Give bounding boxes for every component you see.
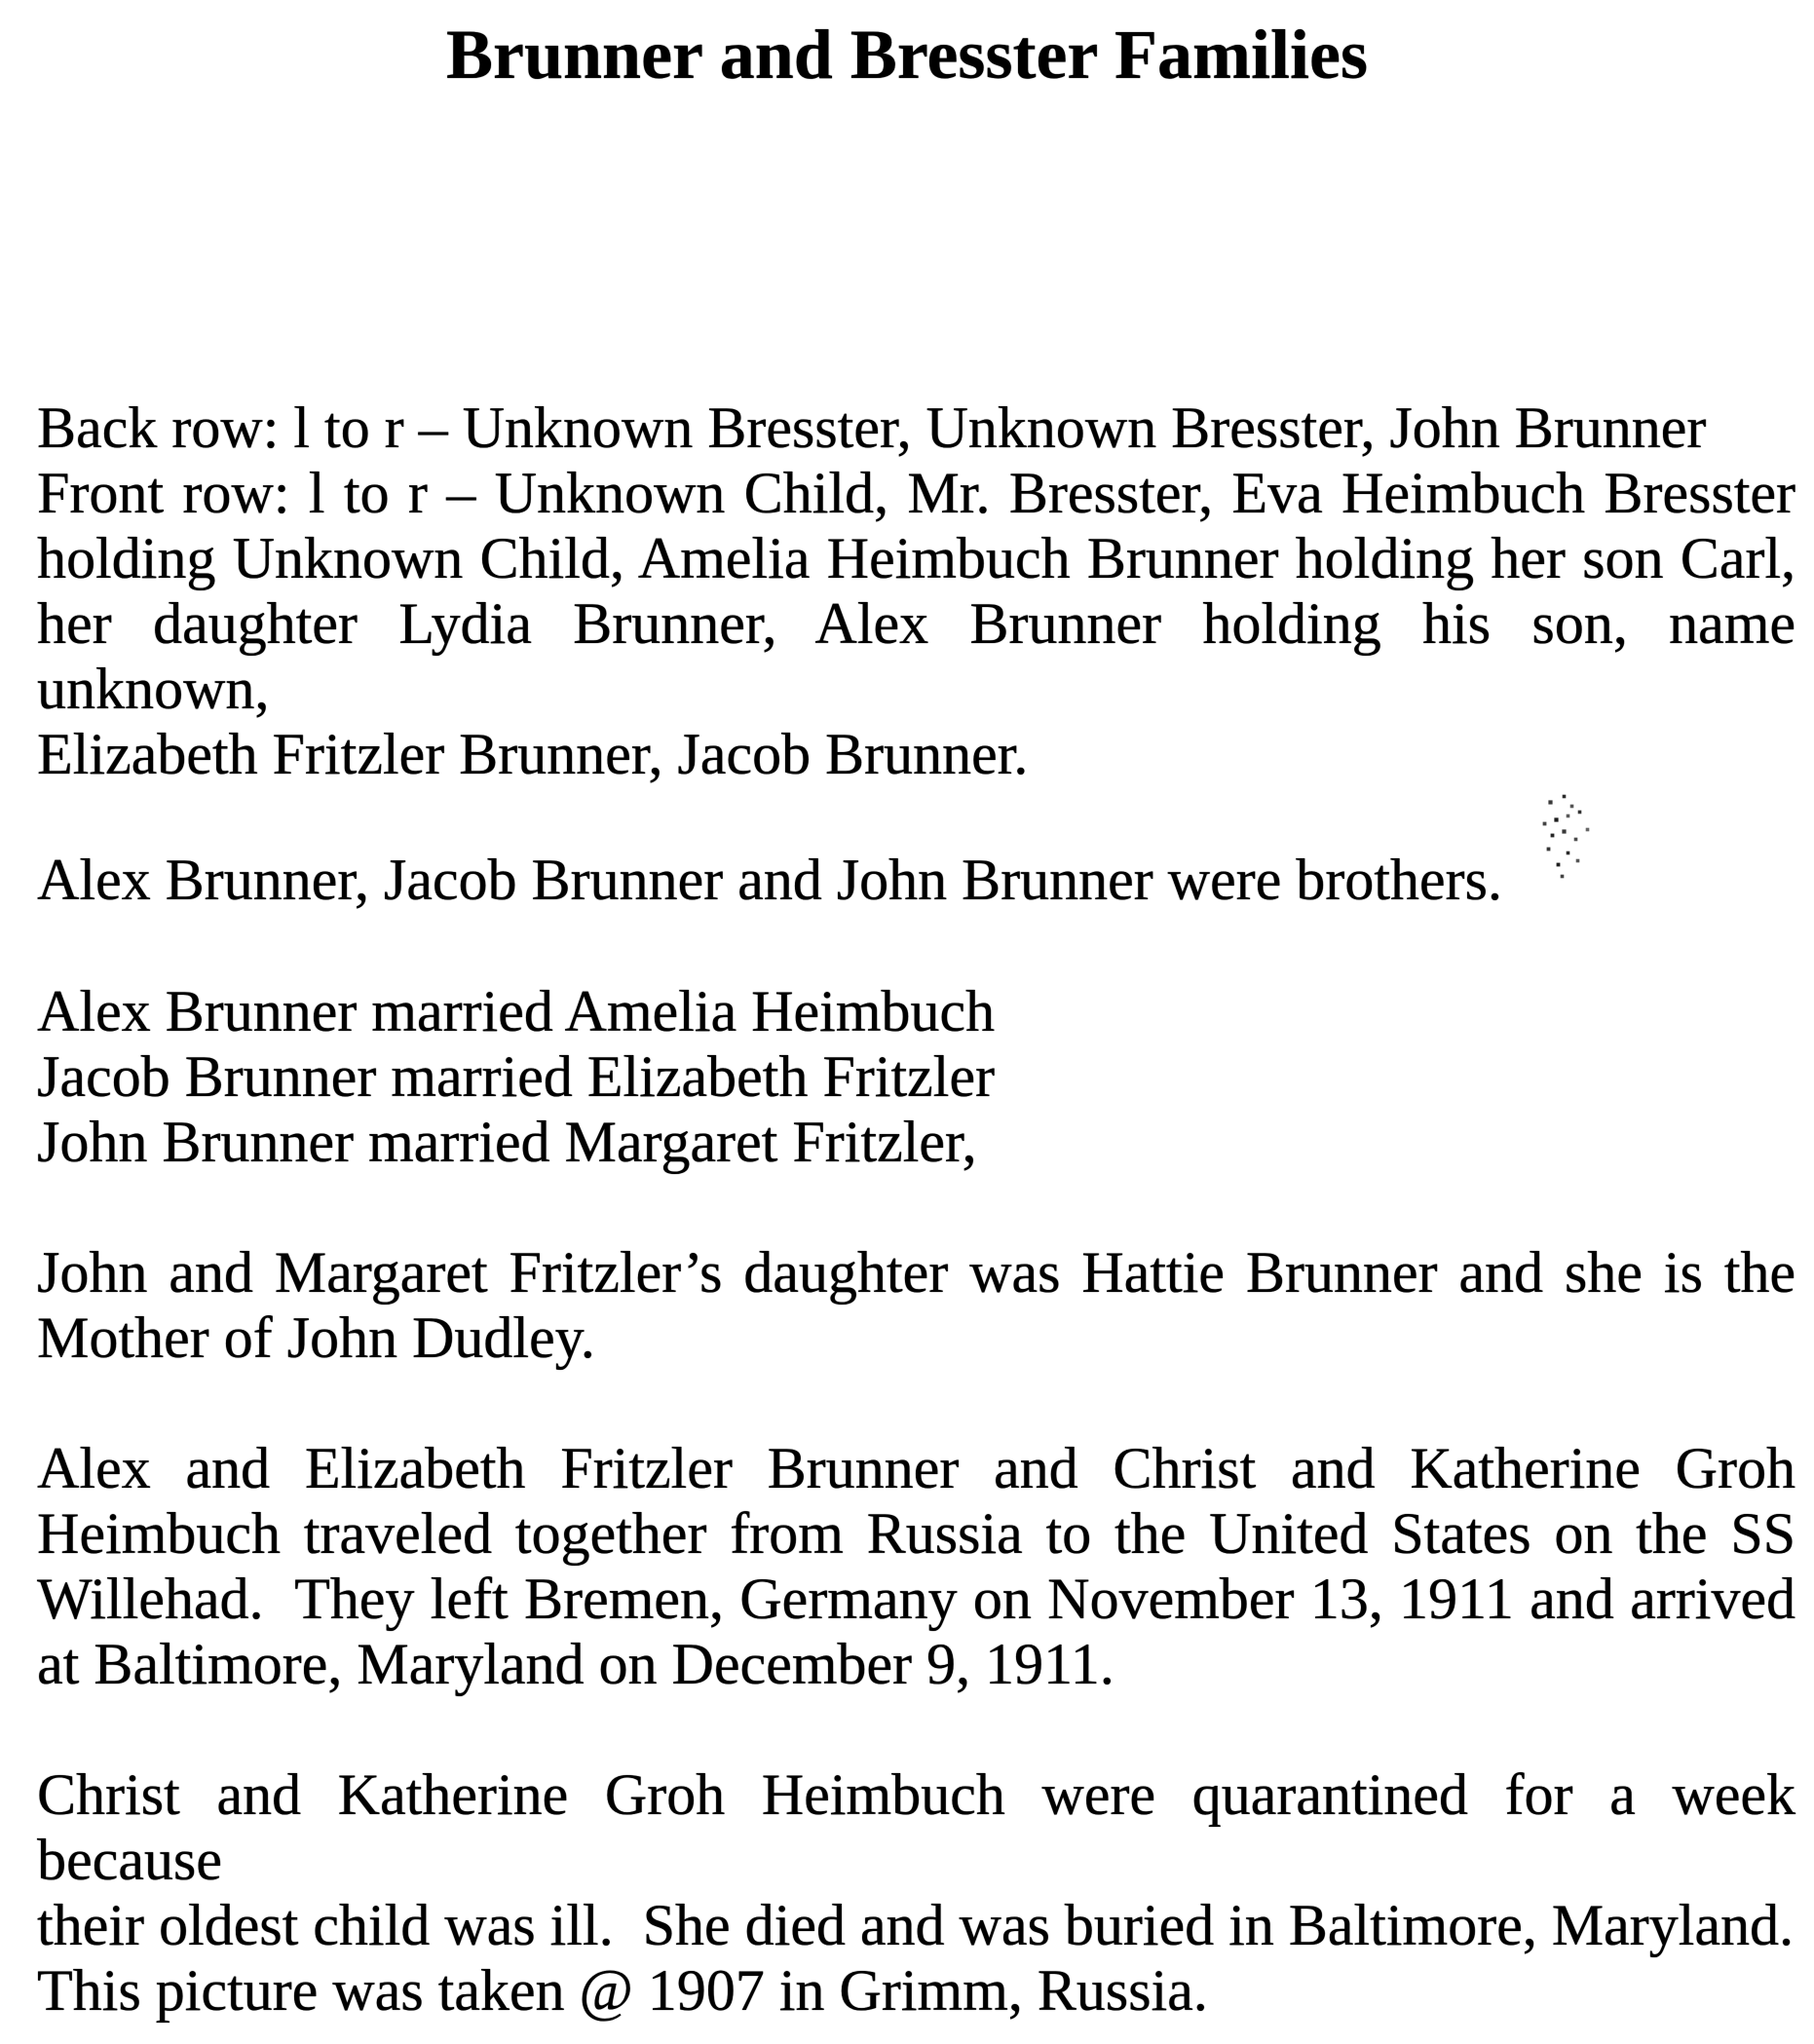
quarantine-paragraph (37, 1762, 1795, 1958)
text-line: Elizabeth Fritzler Brunner, Jacob Brunner. (37, 722, 1029, 786)
text-line: at Baltimore, Maryland on December 9, 1911. (37, 1632, 1115, 1696)
text-line: Willehad. They left Bremen, Germany on November 13, 1911 and arrived (37, 1567, 1795, 1631)
text-line: Alex Brunner, Jacob Brunner and John Brunner were brothers. (37, 848, 1502, 912)
text-line: Front row: l to r – Unknown Child, Mr. Bresster, Eva Heimbuch Bresster (37, 461, 1795, 525)
text-line: Christ and Katherine Groh Heimbuch were quarantined for a week because (37, 1762, 1795, 1892)
photo-date-line (37, 1958, 1795, 2024)
hattie-paragraph (37, 1240, 1795, 1371)
text-line: This picture was taken @ 1907 in Grimm, Russia. (37, 1958, 1208, 2023)
text-line: Mother of John Dudley. (37, 1306, 595, 1370)
text-line: John Brunner married Margaret Fritzler, (37, 1110, 977, 1174)
text-line: holding Unknown Child, Amelia Heimbuch Brunner holding her son Carl, (37, 526, 1795, 590)
text-line: Alex and Elizabeth Fritzler Brunner and Christ and Katherine Groh (37, 1436, 1795, 1500)
text-line: Jacob Brunner married Elizabeth Fritzler (37, 1044, 995, 1109)
text-line: John and Margaret Fritzler’s daughter was Hattie Brunner and she is the (37, 1240, 1795, 1305)
text-line: their oldest child was ill. She died and was buried in Baltimore, Maryland. (37, 1893, 1794, 1957)
front-row-paragraph (37, 461, 1795, 787)
scan-noise-speckles (1541, 791, 1544, 794)
brothers-line (37, 848, 1795, 913)
back-row-line (37, 396, 1795, 461)
document-title: Brunner and Bresster Families (445, 16, 1369, 94)
text-line: her daughter Lydia Brunner, Alex Brunner holding his son, name unknown, (37, 591, 1795, 721)
marriages-lines (37, 979, 1795, 1175)
text-line: Alex Brunner married Amelia Heimbuch (37, 979, 996, 1043)
text-line: Heimbuch traveled together from Russia to the United States on the SS (37, 1501, 1795, 1566)
text-line: Back row: l to r – Unknown Bresster, Unknown Bresster, John Brunner (37, 396, 1707, 460)
voyage-paragraph (37, 1436, 1795, 1697)
